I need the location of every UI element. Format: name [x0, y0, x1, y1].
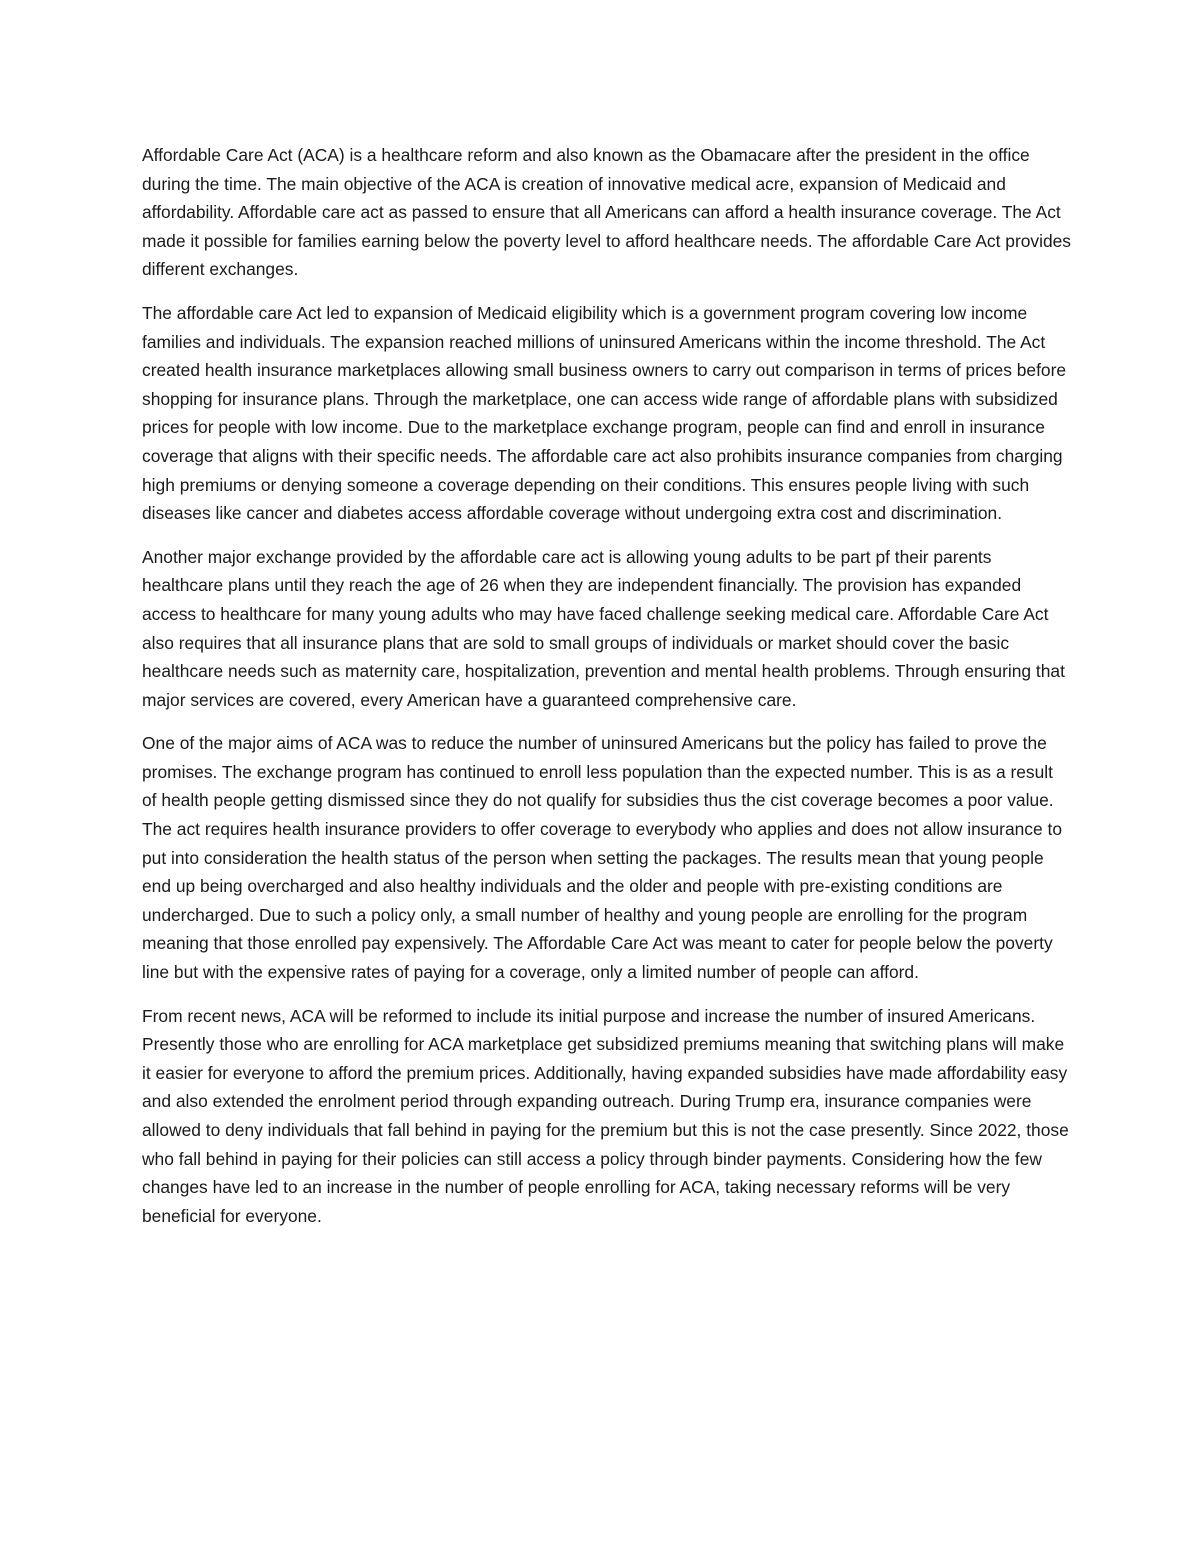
- document-body: [142, 141, 1072, 1245]
- paragraph-1: Affordable Care Act (ACA) is a healthcare reform and also known as the Obamacare after the president in the office during the time. The main objective of the ACA is creation of innovative medical acre, expansion of Medicaid and affordability. Affordable care act as passed to ensure that all Americans can afford a health insurance coverage. The Act made it possible for families earning below the poverty level to afford healthcare needs. The affordable Care Act provides different exchanges.: [142, 145, 1072, 280]
- paragraph-2: The affordable care Act led to expansion of Medicaid eligibility which is a government program covering low income families and individuals. The expansion reached millions of uninsured Americans within the income threshold. The Act created health insurance marketplaces allowing small business owners to carry out comparison in terms of prices before shopping for insurance plans. Through the marketplace, one can access wide range of affordable plans with subsidized prices for people with low income. Due to the marketplace exchange program, people can find and enroll in insurance coverage that aligns with their specific needs. The affordable care act also prohibits insurance companies from charging high premiums or denying someone a coverage depending on their conditions. This ensures people living with such diseases like cancer and diabetes access affordable coverage without undergoing extra cost and discrimination.: [142, 302, 1067, 524]
- paragraph-3: Another major exchange provided by the affordable care act is allowing young adults to be part pf their parents healthcare plans until they reach the age of 26 when they are independent financially. The provision has expanded access to healthcare for many young adults who may have faced challenge seeking medical care. Affordable Care Act also requires that all insurance plans that are sold to small groups of individuals or market should cover the basic healthcare needs such as maternity care, hospitalization, prevention and mental health problems. Through ensuring that major services are covered, every American have a guaranteed comprehensive care.: [142, 546, 1065, 710]
- paragraph-5: From recent news, ACA will be reformed to include its initial purpose and increase the number of insured Americans. Presently those who are enrolling for ACA marketplace get subsidized premiums meaning that switching plans will make it easier for everyone to afford the premium prices. Additionally, having expanded subsidies have made affordability easy and also extended the enrolment period through expanding outreach. During Trump era, insurance companies were allowed to deny individuals that fall behind in paying for the premium but this is not the case presently. Since 2022, those who fall behind in paying for their policies can still access a policy through binder payments. Considering how the few changes have led to an increase in the number of people enrolling for ACA, taking necessary reforms will be very beneficial for everyone.: [142, 1005, 1069, 1226]
- paragraph-4: One of the major aims of ACA was to reduce the number of uninsured Americans but the policy has failed to prove the promises. The exchange program has continued to enroll less population than the expected number. This is as a result of health people getting dismissed since they do not qualify for subsidies thus the cist coverage becomes a poor value. The act requires health insurance providers to offer coverage to everybody who applies and does not allow insurance to put into consideration the health status of the person when setting the packages. The results mean that young people end up being overcharged and also healthy individuals and the older and people with pre-existing conditions are undercharged. Due to such a policy only, a small number of healthy and young people are enrolling for the program meaning that those enrolled pay expensively. The Affordable Care Act was meant to cater for people below the poverty line but with the expensive rates of paying for a coverage, only a limited number of people can afford.: [142, 733, 1062, 983]
